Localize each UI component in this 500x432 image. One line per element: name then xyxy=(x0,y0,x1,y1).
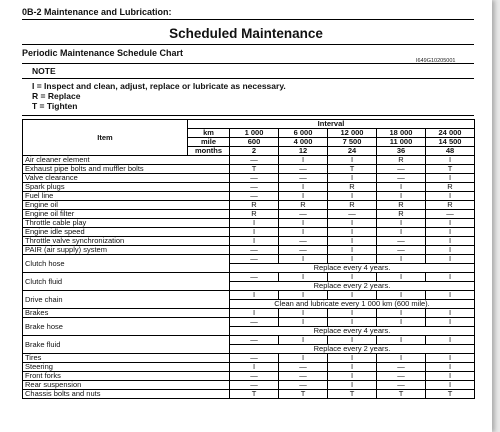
schedule-cell: I xyxy=(279,228,328,237)
schedule-cell: I xyxy=(328,372,377,381)
schedule-cell: I xyxy=(279,273,328,282)
schedule-cell: I xyxy=(230,219,279,228)
schedule-cell: T xyxy=(230,165,279,174)
chart-subtitle: Periodic Maintenance Schedule Chart xyxy=(22,48,184,58)
note-line: I = Inspect and clean, adjust, replace or lubricate as necessary. xyxy=(32,81,286,91)
schedule-cell: I xyxy=(328,309,377,318)
item-name: Brake hose xyxy=(23,318,230,336)
schedule-cell: T xyxy=(377,390,426,399)
schedule-cell: I xyxy=(328,228,377,237)
schedule-cell: — xyxy=(230,183,279,192)
schedule-cell: — xyxy=(377,381,426,390)
schedule-cell: I xyxy=(279,183,328,192)
interval-value: 11 000 xyxy=(377,138,426,147)
item-name: Throttle cable play xyxy=(23,219,230,228)
schedule-cell: — xyxy=(230,156,279,165)
schedule-cell: I xyxy=(328,174,377,183)
interval-value: 24 000 xyxy=(426,129,475,138)
schedule-cell: I xyxy=(426,363,475,372)
interval-value: 4 000 xyxy=(279,138,328,147)
schedule-cell: T xyxy=(328,390,377,399)
interval-value: 18 000 xyxy=(377,129,426,138)
page-title: Scheduled Maintenance xyxy=(169,26,323,41)
schedule-cell: — xyxy=(377,165,426,174)
table-row xyxy=(23,390,475,399)
item-name: Air cleaner element xyxy=(23,156,230,165)
schedule-cell: I xyxy=(377,255,426,264)
schedule-cell: — xyxy=(279,165,328,174)
table-row xyxy=(23,372,475,381)
schedule-cell: — xyxy=(230,192,279,201)
schedule-cell: T xyxy=(426,165,475,174)
schedule-cell: — xyxy=(230,246,279,255)
interval-value: 36 xyxy=(377,147,426,156)
schedule-cell: — xyxy=(377,372,426,381)
schedule-cell: T xyxy=(426,390,475,399)
schedule-cell: I xyxy=(328,219,377,228)
schedule-cell: I xyxy=(230,291,279,300)
item-name: Clutch fluid xyxy=(23,273,230,291)
schedule-cell: R xyxy=(377,201,426,210)
schedule-cell: I xyxy=(426,174,475,183)
schedule-cell: — xyxy=(230,174,279,183)
schedule-cell: T xyxy=(230,390,279,399)
item-name: Front forks xyxy=(23,372,230,381)
interval-value: 14 500 xyxy=(426,138,475,147)
schedule-cell: I xyxy=(426,318,475,327)
schedule-cell: R xyxy=(328,183,377,192)
table-row xyxy=(23,255,475,264)
schedule-cell: I xyxy=(328,381,377,390)
item-name: Engine oil filter xyxy=(23,210,230,219)
interval-value: 48 xyxy=(426,147,475,156)
schedule-cell: T xyxy=(279,390,328,399)
schedule-cell: I xyxy=(377,336,426,345)
schedule-cell: I xyxy=(230,237,279,246)
item-name: Brake fluid xyxy=(23,336,230,354)
table-row xyxy=(23,192,475,201)
interval-value: 600 xyxy=(230,138,279,147)
schedule-cell: — xyxy=(230,336,279,345)
schedule-cell: — xyxy=(426,210,475,219)
schedule-cell: — xyxy=(279,237,328,246)
schedule-cell: I xyxy=(279,156,328,165)
item-name: Tires xyxy=(23,354,230,363)
interval-unit-months: months xyxy=(188,147,230,156)
item-name: Drive chain xyxy=(23,291,230,309)
item-name: Engine idle speed xyxy=(23,228,230,237)
interval-value: 2 xyxy=(230,147,279,156)
schedule-cell: I xyxy=(328,336,377,345)
schedule-cell: — xyxy=(230,255,279,264)
schedule-cell: I xyxy=(377,309,426,318)
schedule-cell: — xyxy=(230,273,279,282)
title-divider xyxy=(22,44,474,45)
interval-value: 12 000 xyxy=(328,129,377,138)
item-name: Clutch hose xyxy=(23,255,230,273)
item-name: Chassis bolts and nuts xyxy=(23,390,230,399)
schedule-cell: I xyxy=(230,228,279,237)
note-line: R = Replace xyxy=(32,91,81,101)
replacement-note: Replace every 2 years. xyxy=(230,345,475,354)
table-row xyxy=(23,183,475,192)
schedule-cell: I xyxy=(328,363,377,372)
schedule-cell: — xyxy=(377,363,426,372)
schedule-cell: I xyxy=(328,237,377,246)
maintenance-schedule-table xyxy=(22,119,475,399)
schedule-cell: I xyxy=(230,309,279,318)
table-row xyxy=(23,309,475,318)
table-row xyxy=(23,273,475,282)
schedule-cell: I xyxy=(426,309,475,318)
schedule-cell: — xyxy=(328,210,377,219)
interval-value: 7 500 xyxy=(328,138,377,147)
interval-unit-km: km xyxy=(188,129,230,138)
section-header: 0B-2 Maintenance and Lubrication: xyxy=(22,7,474,20)
replacement-note: Replace every 4 years. xyxy=(230,327,475,336)
replacement-note: Clean and lubricate every 1 000 km (600 mile). xyxy=(230,300,475,309)
interval-header: Interval xyxy=(188,120,475,129)
schedule-cell: R xyxy=(328,201,377,210)
interval-value: 12 xyxy=(279,147,328,156)
schedule-cell: I xyxy=(377,318,426,327)
schedule-cell: I xyxy=(328,255,377,264)
item-name: Throttle valve synchronization xyxy=(23,237,230,246)
interval-unit-mile: mile xyxy=(188,138,230,147)
schedule-cell: I xyxy=(279,219,328,228)
schedule-cell: — xyxy=(230,354,279,363)
schedule-cell: R xyxy=(377,156,426,165)
schedule-cell: I xyxy=(426,336,475,345)
schedule-cell: — xyxy=(279,174,328,183)
interval-value: 1 000 xyxy=(230,129,279,138)
schedule-cell: R xyxy=(377,210,426,219)
item-name: Spark plugs xyxy=(23,183,230,192)
schedule-cell: — xyxy=(230,372,279,381)
schedule-cell: I xyxy=(279,309,328,318)
schedule-cell: I xyxy=(426,354,475,363)
schedule-cell: R xyxy=(230,210,279,219)
note-box xyxy=(22,63,474,116)
table-row xyxy=(23,336,475,345)
item-name: Rear suspension xyxy=(23,381,230,390)
schedule-cell: I xyxy=(377,273,426,282)
schedule-cell: — xyxy=(279,372,328,381)
schedule-cell: I xyxy=(377,354,426,363)
table-row xyxy=(23,246,475,255)
item-name: Engine oil xyxy=(23,201,230,210)
schedule-cell: I xyxy=(377,219,426,228)
figure-code: I649G10205001 xyxy=(416,58,456,64)
schedule-cell: I xyxy=(426,237,475,246)
schedule-cell: I xyxy=(328,156,377,165)
schedule-cell: — xyxy=(230,381,279,390)
item-name: Brakes xyxy=(23,309,230,318)
schedule-cell: I xyxy=(426,228,475,237)
schedule-cell: I xyxy=(426,291,475,300)
schedule-cell: I xyxy=(328,192,377,201)
table-row xyxy=(23,363,475,372)
item-name: Exhaust pipe bolts and muffler bolts xyxy=(23,165,230,174)
item-name: Valve clearance xyxy=(23,174,230,183)
schedule-cell: R xyxy=(426,201,475,210)
schedule-cell: I xyxy=(426,219,475,228)
schedule-cell: R xyxy=(230,201,279,210)
schedule-cell: I xyxy=(377,291,426,300)
replacement-note: Replace every 2 years. xyxy=(230,282,475,291)
schedule-cell: — xyxy=(377,237,426,246)
item-name: PAIR (air supply) system xyxy=(23,246,230,255)
table-row xyxy=(23,219,475,228)
table-row xyxy=(23,174,475,183)
schedule-cell: — xyxy=(279,363,328,372)
item-name: Steering xyxy=(23,363,230,372)
table-row xyxy=(23,318,475,327)
schedule-cell: I xyxy=(426,156,475,165)
schedule-cell: R xyxy=(279,201,328,210)
table-row xyxy=(23,210,475,219)
schedule-cell: I xyxy=(328,291,377,300)
table-row xyxy=(23,201,475,210)
table-row xyxy=(23,165,475,174)
item-header: Item xyxy=(23,120,188,156)
schedule-cell: — xyxy=(377,174,426,183)
schedule-cell: I xyxy=(426,372,475,381)
note-title: NOTE xyxy=(22,64,474,79)
schedule-cell: I xyxy=(279,318,328,327)
schedule-cell: — xyxy=(279,210,328,219)
schedule-cell: I xyxy=(426,255,475,264)
schedule-cell: I xyxy=(328,246,377,255)
schedule-cell: I xyxy=(377,192,426,201)
note-lines xyxy=(22,79,474,115)
item-name: Fuel line xyxy=(23,192,230,201)
schedule-cell: I xyxy=(279,291,328,300)
schedule-cell: I xyxy=(426,273,475,282)
schedule-cell: — xyxy=(230,318,279,327)
schedule-cell: I xyxy=(426,192,475,201)
interval-value: 6 000 xyxy=(279,129,328,138)
schedule-cell: I xyxy=(328,318,377,327)
schedule-cell: I xyxy=(279,336,328,345)
schedule-cell: I xyxy=(426,246,475,255)
schedule-cell: — xyxy=(377,246,426,255)
note-line: T = Tighten xyxy=(32,101,78,111)
schedule-cell: I xyxy=(279,192,328,201)
schedule-cell: I xyxy=(328,273,377,282)
schedule-cell: I xyxy=(377,183,426,192)
schedule-cell: I xyxy=(279,354,328,363)
schedule-cell: R xyxy=(426,183,475,192)
schedule-cell: I xyxy=(328,354,377,363)
schedule-cell: I xyxy=(279,255,328,264)
schedule-cell: I xyxy=(377,228,426,237)
replacement-note: Replace every 4 years. xyxy=(230,264,475,273)
interval-value: 24 xyxy=(328,147,377,156)
table-row xyxy=(23,354,475,363)
schedule-cell: — xyxy=(279,381,328,390)
schedule-cell: I xyxy=(426,381,475,390)
schedule-cell: T xyxy=(328,165,377,174)
schedule-cell: — xyxy=(279,246,328,255)
schedule-cell: I xyxy=(230,363,279,372)
